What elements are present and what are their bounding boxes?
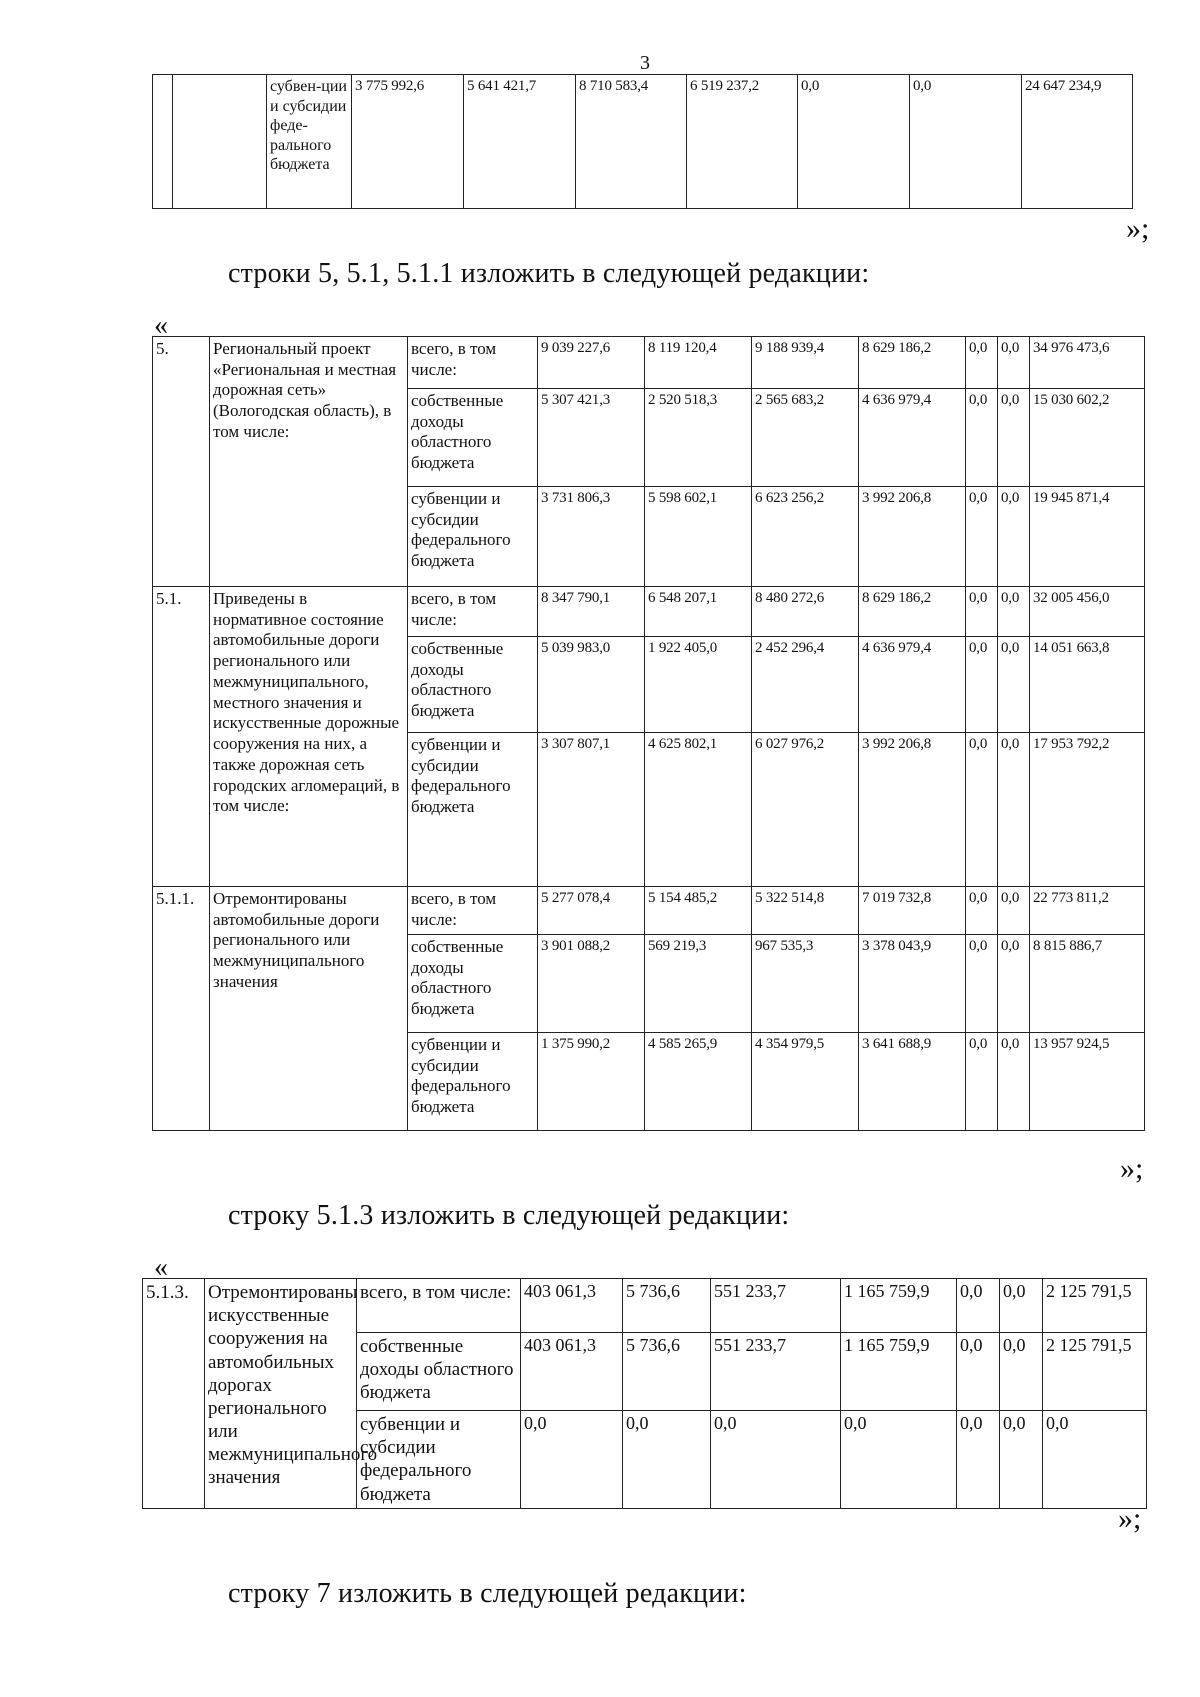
- value-cell: 24 647 234,9: [1022, 75, 1133, 209]
- value-cell: 9 188 939,4: [752, 337, 859, 389]
- row-label: всего, в том числе:: [408, 587, 538, 637]
- intro-text: строку 7 изложить в следующей редакции:: [228, 1578, 747, 1609]
- row-label: субвен-ции и субсидии феде-рального бюджета: [267, 75, 352, 209]
- table-continuation: [152, 74, 1133, 209]
- table-main: [152, 336, 1145, 1131]
- value-cell: 569 219,3: [645, 935, 752, 1033]
- value-cell: 15 030 602,2: [1030, 389, 1145, 487]
- row-label: субвенции и субсидии федерального бюджета: [408, 487, 538, 587]
- value-cell: 0,0: [966, 637, 998, 733]
- row-label: собственные доходы областного бюджета: [408, 389, 538, 487]
- value-cell: 2 520 518,3: [645, 389, 752, 487]
- closing-quote: »;: [1118, 1502, 1142, 1535]
- value-cell: 0,0: [841, 1411, 957, 1509]
- table-row: [153, 587, 1145, 637]
- row-label: собственные доходы областного бюджета: [408, 637, 538, 733]
- value-cell: 0,0: [998, 1033, 1030, 1131]
- value-cell: 0,0: [998, 637, 1030, 733]
- row-name: Региональный проект «Региональная и местная дорожная сеть» (Вологодская область), в том числе:: [210, 337, 408, 587]
- value-cell: 6 623 256,2: [752, 487, 859, 587]
- value-cell: 0,0: [1000, 1333, 1043, 1411]
- value-cell: 1 375 990,2: [538, 1033, 645, 1131]
- value-cell: 5 277 078,4: [538, 887, 645, 935]
- value-cell: 2 565 683,2: [752, 389, 859, 487]
- value-cell: 3 307 807,1: [538, 733, 645, 887]
- row-label: собственные доходы областного бюджета: [357, 1333, 521, 1411]
- closing-quote: »;: [1126, 212, 1150, 245]
- row-label: субвенции и субсидии федерального бюджета: [408, 1033, 538, 1131]
- table-row: [143, 1279, 1147, 1333]
- value-cell: 4 354 979,5: [752, 1033, 859, 1131]
- value-cell: 0,0: [998, 487, 1030, 587]
- value-cell: 2 125 791,5: [1043, 1333, 1147, 1411]
- value-cell: 551 233,7: [711, 1279, 841, 1333]
- value-cell: 551 233,7: [711, 1333, 841, 1411]
- value-cell: 6 548 207,1: [645, 587, 752, 637]
- value-cell: 5 154 485,2: [645, 887, 752, 935]
- page-number: 3: [640, 52, 650, 74]
- value-cell: 0,0: [957, 1279, 1000, 1333]
- opening-quote: «: [154, 310, 168, 341]
- value-cell: 8 710 583,4: [576, 75, 687, 209]
- row-number: 5.1.: [153, 587, 210, 887]
- value-cell: 0,0: [998, 887, 1030, 935]
- table-row: [153, 887, 1145, 935]
- value-cell: 8 480 272,6: [752, 587, 859, 637]
- value-cell: 9 039 227,6: [538, 337, 645, 389]
- value-cell: 1 165 759,9: [841, 1333, 957, 1411]
- value-cell: 3 901 088,2: [538, 935, 645, 1033]
- value-cell: 17 953 792,2: [1030, 733, 1145, 887]
- value-cell: 0,0: [966, 587, 998, 637]
- row-label: субвенции и субсидии федерального бюджета: [357, 1411, 521, 1509]
- value-cell: 0,0: [966, 935, 998, 1033]
- value-cell: 19 945 871,4: [1030, 487, 1145, 587]
- value-cell: 4 636 979,4: [859, 389, 966, 487]
- table-row: [153, 337, 1145, 389]
- value-cell: 4 636 979,4: [859, 637, 966, 733]
- value-cell: 0,0: [957, 1333, 1000, 1411]
- value-cell: 0,0: [798, 75, 910, 209]
- value-cell: 3 992 206,8: [859, 733, 966, 887]
- value-cell: 5 322 514,8: [752, 887, 859, 935]
- value-cell: 0,0: [966, 1033, 998, 1131]
- value-cell: 8 629 186,2: [859, 587, 966, 637]
- value-cell: 3 641 688,9: [859, 1033, 966, 1131]
- value-cell: 967 535,3: [752, 935, 859, 1033]
- value-cell: 6 027 976,2: [752, 733, 859, 887]
- row-label: всего, в том числе:: [408, 337, 538, 389]
- value-cell: 7 019 732,8: [859, 887, 966, 935]
- value-cell: 4 585 265,9: [645, 1033, 752, 1131]
- value-cell: 3 992 206,8: [859, 487, 966, 587]
- value-cell: 0,0: [1000, 1411, 1043, 1509]
- value-cell: 0,0: [1043, 1411, 1147, 1509]
- value-cell: 0,0: [1000, 1279, 1043, 1333]
- value-cell: 3 775 992,6: [352, 75, 464, 209]
- value-cell: 0,0: [998, 587, 1030, 637]
- value-cell: 13 957 924,5: [1030, 1033, 1145, 1131]
- value-cell: 32 005 456,0: [1030, 587, 1145, 637]
- row-number: 5.1.1.: [153, 887, 210, 1131]
- value-cell: 4 625 802,1: [645, 733, 752, 887]
- value-cell: 3 731 806,3: [538, 487, 645, 587]
- value-cell: 0,0: [998, 389, 1030, 487]
- row-label: всего, в том числе:: [357, 1279, 521, 1333]
- value-cell: 0,0: [966, 337, 998, 389]
- value-cell: 0,0: [998, 733, 1030, 887]
- row-name: Приведены в нормативное состояние автомобильные дороги регионального или межмуниципального, местного значения и искусственные дорожные сооружения на них, а также дорожная сеть городских агломераций, в том числе:: [210, 587, 408, 887]
- value-cell: 8 815 886,7: [1030, 935, 1145, 1033]
- value-cell: 2 452 296,4: [752, 637, 859, 733]
- value-cell: 2 125 791,5: [1043, 1279, 1147, 1333]
- value-cell: 8 119 120,4: [645, 337, 752, 389]
- intro-text: строку 5.1.3 изложить в следующей редакции:: [228, 1200, 790, 1231]
- row-name: Отремонтированы автомобильные дороги регионального или межмуниципального значения: [210, 887, 408, 1131]
- value-cell: 8 629 186,2: [859, 337, 966, 389]
- value-cell: 0,0: [910, 75, 1022, 209]
- value-cell: 1 165 759,9: [841, 1279, 957, 1333]
- value-cell: 0,0: [966, 733, 998, 887]
- row-label: субвенции и субсидии федерального бюджета: [408, 733, 538, 887]
- value-cell: 403 061,3: [521, 1279, 623, 1333]
- value-cell: 5 736,6: [623, 1333, 711, 1411]
- intro-text: строки 5, 5.1, 5.1.1 изложить в следующей редакции:: [228, 258, 870, 289]
- value-cell: 0,0: [623, 1411, 711, 1509]
- value-cell: 5 039 983,0: [538, 637, 645, 733]
- value-cell: 0,0: [966, 389, 998, 487]
- value-cell: 22 773 811,2: [1030, 887, 1145, 935]
- value-cell: 5 736,6: [623, 1279, 711, 1333]
- opening-quote: «: [154, 1252, 168, 1283]
- value-cell: 0,0: [521, 1411, 623, 1509]
- value-cell: 0,0: [998, 935, 1030, 1033]
- value-cell: 6 519 237,2: [687, 75, 798, 209]
- table-row: [153, 75, 1133, 209]
- row-label: всего, в том числе:: [408, 887, 538, 935]
- value-cell: 0,0: [966, 887, 998, 935]
- value-cell: 1 922 405,0: [645, 637, 752, 733]
- value-cell: 5 598 602,1: [645, 487, 752, 587]
- value-cell: 5 641 421,7: [464, 75, 576, 209]
- value-cell: 0,0: [711, 1411, 841, 1509]
- value-cell: 0,0: [966, 487, 998, 587]
- row-number: 5.: [153, 337, 210, 587]
- value-cell: 14 051 663,8: [1030, 637, 1145, 733]
- row-label: собственные доходы областного бюджета: [408, 935, 538, 1033]
- value-cell: 3 378 043,9: [859, 935, 966, 1033]
- row-name: Отремонтированы искусственные сооружения на автомобильных дорогах регионального или межмуниципального значения: [205, 1279, 357, 1509]
- value-cell: 8 347 790,1: [538, 587, 645, 637]
- value-cell: 0,0: [957, 1411, 1000, 1509]
- closing-quote: »;: [1120, 1152, 1144, 1185]
- value-cell: 5 307 421,3: [538, 389, 645, 487]
- value-cell: 403 061,3: [521, 1333, 623, 1411]
- value-cell: 0,0: [998, 337, 1030, 389]
- table-item-513: [142, 1278, 1147, 1509]
- value-cell: 34 976 473,6: [1030, 337, 1145, 389]
- row-number: 5.1.3.: [143, 1279, 205, 1509]
